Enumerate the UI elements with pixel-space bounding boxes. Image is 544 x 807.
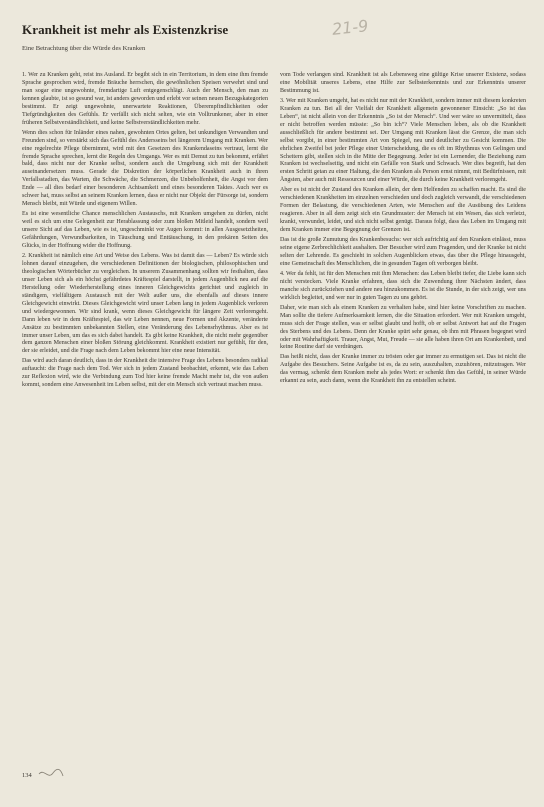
paragraph: Das wird auch daran deutlich, dass in der Krankheit die intensive Frage des Lebens besonders radikal auftaucht: die Frage nach dem Tod. Wer sich in jedem Zustand beobachtet, erkennt, wie das Leben zur Reflexion wird, wie die Verbindung zum Tod hier keine fremde Macht mehr ist, die von außen kommt, sondern eine Anwesenheit im Leben selbst, mit der ein Mensch sich vertraut machen muss.: [22, 358, 268, 389]
handwritten-mark-icon: [36, 764, 66, 784]
paragraph: Daher, wie man sich als einem Kranken zu verhalten habe, sind hier keine Vorschriften zu machen. Man sollte die tiefere Aufmerksamkeit lernen, die die Situation erfordert. Wer mit Kranken umgeht, muss sich der Frage stellen, was er selbst glaubt und hofft, ob er selbst Antwort hat auf die Fragen des Sterbens und des Lebens. Denn der Kranke spürt sehr genau, ob ihm mit Phrasen begegnet wird oder mit Wahrhaftigkeit. Trauer, Angst, Mut, Freude — sie alle haben ihren Ort am Krankenbett, und keine Routine darf sie verdrängen.: [280, 304, 526, 351]
pencil-annotation: 21-9: [331, 16, 370, 39]
paragraph: Wenn dies schon für Inländer eines nahen, gewohnten Ortes gelten, bei unkundigen Verwandten und Freunden sind, so verstärkt sich das Gefühl des Andersseins bei längerem Umgang mit Kranken. Wer eine regelrechte Pflege übernimmt, wird mit den Gesetzen des Krankendaseins vertraut, lernt die fremde Sprache sprechen, lernt die Regeln des Umgangs. Wer es mit Demut zu tun bekommt, erfährt bald, dass nicht nur der Kranke selbst, sondern auch die Umgebung sich mit der Krankheit auseinandersetzen muss. Gerade die Diskretion der körperlichen Krankheit auch in ihren Verfallsstadien, das Warten, die Schwäche, die Schmerzen, die Unbeholfenheit, die Angst vor dem Ende — all dies bedarf einer besonderen Achtsamkeit und eines besonderen Taktes. Auch wer es schwer hat, muss selbst an seinem Kranken lernen, dass er nicht nur Objekt der Fürsorge ist, sondern Mensch bleibt, mit Würde und eigenem Willen.: [22, 129, 268, 208]
paragraph: Das ist die große Zumutung des Krankenbesuchs: wer sich aufrichtig auf den Kranken einlässt, muss seine eigene Zerbrechlichkeit aushalten. Der Besucher wird zum Fragenden, und der Kranke ist nicht selten der Lehrende. Es geschieht in solchen Augenblicken etwas, das über die Pflege hinausgeht, eine Gemeinschaft des Menschlichen, die in gesunden Tagen oft verborgen bleibt.: [280, 237, 526, 267]
left-column: [22, 72, 268, 760]
right-column: [280, 72, 526, 772]
page-number: 134: [22, 772, 32, 779]
paragraph: 2. Krankheit ist nämlich eine Art und Weise des Lebens. Was ist damit das — Leben? Es würde sich lohnen darauf einzugehen, die verschiedenen Definitionen der biologischen, philosophischen und theologischen Wörterbücher zu vergleichen. In unserem Zusammenhang sollten wir festhalten, dass unser Leben sich als ein höchst gefährdetes Kräftespiel darstellt, in jedem Augenblick neu auf die Herstellung oder Wiederherstellung eines inneren Gleichgewichts gerichtet und zugleich in ständigem, vielfältigem Austausch mit der Welt außer uns, die ebenfalls auf dieses innere Gleichgewicht einwirkt. Dieses Gleichgewicht wird unser Leben lang in jedem Augenblick verloren und wiedergewonnen. Wir sind krank, wenn dieses Gleichgewicht für längere Zeit verlorengeht. Dann leben wir in dem Kräftespiel, das wir Leben nennen, neue Formen und Akzente, veränderte Ansätze zu bestimmten unbekannten Stellen, eine Veränderung des Lebensrhythmus. Aber es ist immer unser Leben, um das es sich dabei handelt. Es gibt keine Krankheit, die nicht mehr gegenüber dem ganzen Menschen einer bloßen Störung gleichkommt. Krankheit existiert nur gefühlt, für den, der sie erleidet, und die Frage nach dem Leben bekommt hier eine neue Intensität.: [22, 252, 268, 355]
article-title: Krankheit ist mehr als Existenzkrise: [22, 22, 229, 37]
paragraph: 1. Wer zu Kranken geht, reist ins Ausland. Er begibt sich in ein Territorium, in dem eine ihm fremde Sprache gesprochen wird, fremde Bräuche herrschen, die gewöhnlichen Speisen verwehrt sind und man sogar eine ungewohnte, fremdartige Luft entgegenschlägt. Auch der Mensch, den man zu kennen glaubte, ist so gesund war, ist anders geworden und erlebt vor seinen neuen Bezugskategorien bestimmt. Er zeigt ungewohnte, unerwartete Reaktionen, Überempfindlichkeiten oder Tiefgründigkeiten des Gefühls. Er verfällt sich nicht selten, wie ein Volltrunkener, aber in einer früheren Selbstverständlichkeit, und keine Selbstverständlichkeiten mehr.: [22, 72, 268, 126]
paragraph: vom Tode verlangen sind. Krankheit ist als Lebensweg eine gültige Krise unserer Existenz, sodass eine Mobilität unseres Lebens, eine Hilfe zur Selbsterkenntnis und zur Erkenntnis unserer Bestimmung ist.: [280, 72, 526, 94]
paragraph: Aber es ist nicht der Zustand des Kranken allein, der dem Helfenden zu schaffen macht. Es sind die verschiedenen Krankheiten im einzelnen verschieden und doch zugleich verwandt, die verschiedenen Formen der Belastung, die verschiedenen Arten, wie Menschen auf die Ausübung des Leidens reagieren. Aber in all dem zeigt sich ein Grundmuster: der Mensch ist ein Wesen, das sich verletzt, krankt, verwundet, leidet, und sich nicht selbst genügt. Daraus folgt, dass das Leben im Umgang mit dem Kranken immer eine Begegnung der Grenzen ist.: [280, 187, 526, 234]
paragraph: 4. Wer da fehlt, ist für den Menschen mit ihm Menschen: das Leben bleibt tiefer, die Liebe kann sich nicht verstecken. Viele Kranke erfahren, dass sich die Zuwendung ihrer Nächsten ändert, dass manche sich zurückziehen und andere neu hinzukommen. Es ist die Stunde, in der sich zeigt, wer uns wirklich begleitet, und wer nur in guten Tagen zu uns gehört.: [280, 270, 526, 301]
article-subtitle: Eine Betrachtung über die Würde des Kranken: [22, 45, 146, 52]
paragraph: 3. Wer mit Kranken umgeht, hat es nicht nur mit der Krankheit, sondern immer mit diesem konkreten Kranken zu tun. Bei all der Vielfalt der Krankheit allgemein gewonnener Einsicht: „So ist das Leben“, ist nicht allein von der Erkenntnis „So ist der Mensch“. Und wer wäre so unvermittelt, dass er nicht betroffen werden müsste: „So bin ich“? Viele Menschen leben, als ob die Krankheit ausschließlich für andere bestimmt sei. Der Umgang mit Kranken lässt die Grenze, die man sich selbst vorgibt, in einer bestimmten Art von Spiegel, neu und deutlicher zu Gesicht kommen. Die ehrlichen Zweifel bei jeder Pflege einer Unterscheidung, die es oft im Rhythmus von Gelingen und Scheitern gibt, stellen sich in die Mitte der Begegnung. Jeder ist ein Lernender, die Beziehung zum Kranken ist wechselseitig, und nicht ein Gefälle von Stark und Schwach. Wer dies begreift, hat den ersten Schritt getan zu einer Haltung, die den Kranken als Person ernst nimmt, mit Bedürfnissen, mit Ängsten, aber auch mit Ressourcen und einer Würde, die durch keine Krankheit verlorengeht.: [280, 97, 526, 184]
paragraph: Das heißt nicht, dass der Kranke immer zu trösten oder gar immer zu ermutigen sei. Das ist nicht die Aufgabe des Besuchers. Seine Aufgabe ist es, da zu sein, auszuhalten, zuzuhören, mitzutragen. Wer das vermag, schenkt dem Kranken mehr als jedes Wort: er schenkt ihm das Gefühl, in seiner Würde erkannt zu sein, auch dann, wenn die Krankheit ihn zu entstellen scheint.: [280, 354, 526, 385]
paragraph: Es ist eine wesentliche Chance menschlichen Austauschs, mit Kranken umgehen zu dürfen, nicht weil es sich um eine Gelegenheit zur Herablassung oder zum bloßen Mitleid handelt, sondern weil unsere Sicht auf das Leben, wie es ist, ungeschminkt vor Augen kommt: in allen Ausgesetztheiten, Gefährdungen, Verwundbarkeiten, in Täuschung und Enttäuschung, in den prekären Seiten des Glücks, in der Hoffnung wider die Hoffnung.: [22, 211, 268, 250]
